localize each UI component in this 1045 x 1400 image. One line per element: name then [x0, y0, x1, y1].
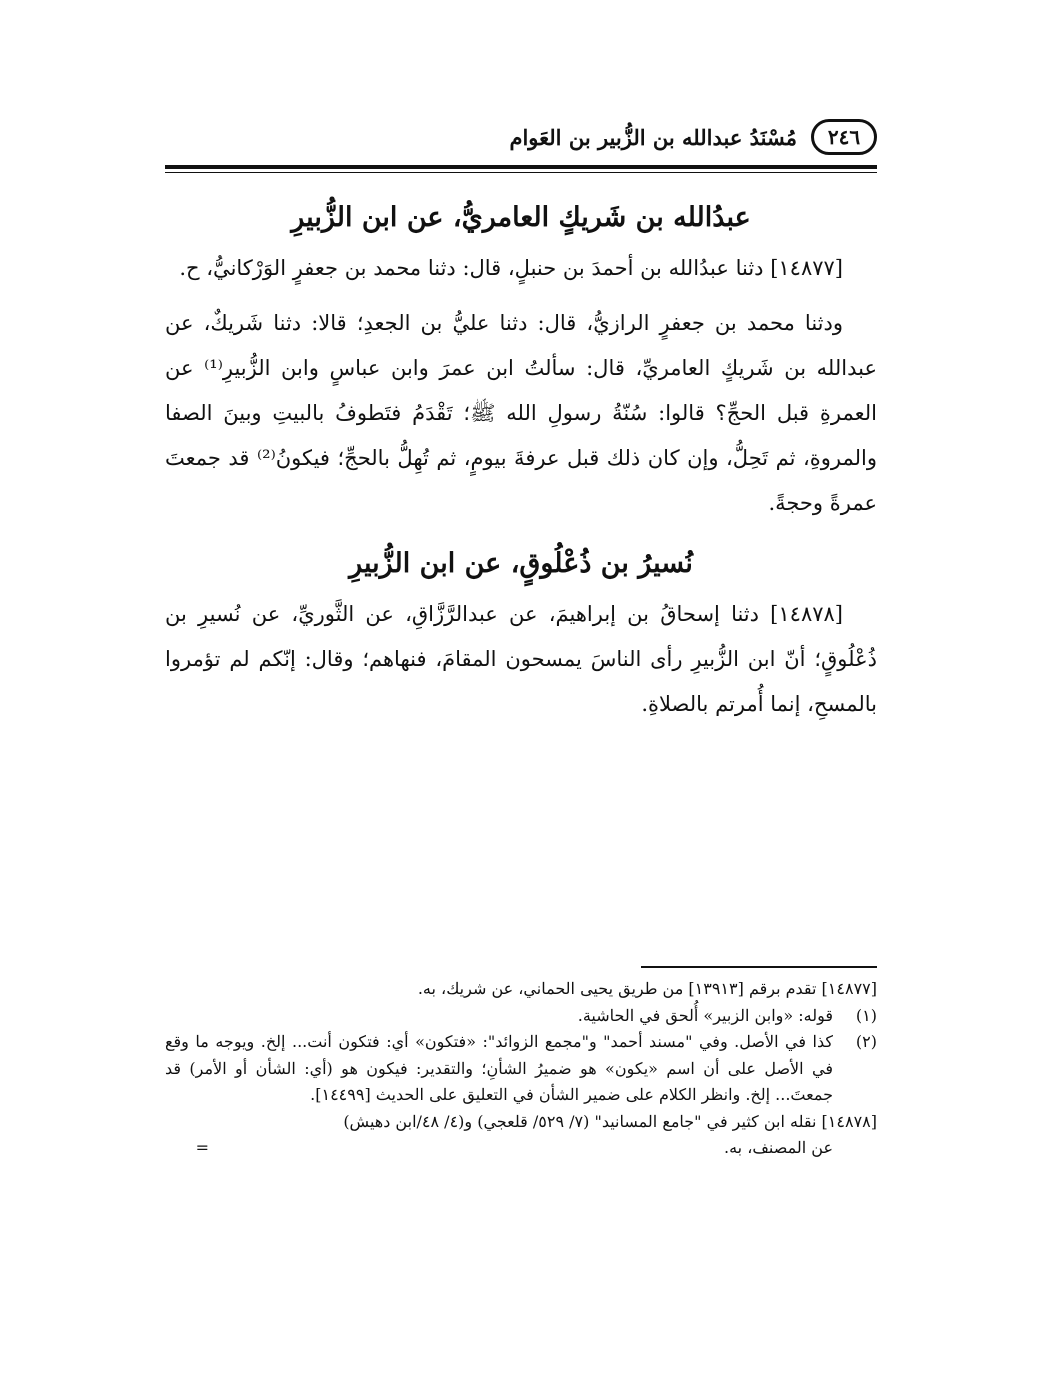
running-title: مُسْنَدُ عبدالله بن الزُّبير بن العَوام	[509, 124, 797, 150]
header-rule-thick	[165, 165, 877, 169]
hadith-paragraph-14877: [١٤٨٧٧] دثنا عبدُالله بن أحمدَ بن حنبلٍ، قال: دثنا محمد بن جعفرٍ الوَرْكانيُّ، ح.	[179, 256, 843, 280]
footnotes	[165, 976, 877, 1162]
header-rule-thin	[165, 172, 877, 173]
footnote-2-text: كذا في الأصل. وفي "مسند أحمد" و"مجمع الزوائد": «فتكون» أي: فتكون أنت... إلخ. ويوجه ما وقع في الأصل على أن اسم «يكون» هو ضميرُ الشأنِ؛ والتقدير: فيكون هو (أي: الشأن أو الأمر) قد جمعتَ... إلخ. وانظر الكلام على ضمير الشأن في التعليق على الحديث [١٤٤٩٩].	[165, 1032, 833, 1104]
hadith-paragraph-14877-chain: ودثنا محمد بن جعفرٍ الرازيُّ، قال: دثنا عليُّ بن الجعدِ؛ قالا: دثنا شَريكٌ، عن عبدالله بن شَريكٍ العامريِّ، قال: سألتُ ابن عمرَ وابن عباسٍ وابن الزُّبيرِ⁽¹⁾ عن العمرةِ قبل الحجِّ؟ قالوا: سُنّةُ رسولِ الله ﷺ؛ تَقْدَمُ فتَطوفُ بالبيتِ وبينَ الصفا والمروةِ، ثم تَحِلُّ، وإن كان ذلك قبل عرفةَ بيومٍ، ثم تُهِلُّ بالحجِّ؛ فيكونُ⁽²⁾ قد جمعتَ عمرةً وحجةً.	[165, 311, 877, 515]
footnote-1	[165, 1003, 877, 1030]
page-header	[167, 112, 877, 162]
footnote-1-text: قوله: «وابن الزبير» أُلحق في الحاشية.	[577, 1005, 833, 1025]
page-number-badge: ٢٤٦	[811, 119, 877, 155]
footnote-2-marker: (٢)	[855, 1032, 877, 1051]
hadith-paragraph-14878: [١٤٨٧٨] دثنا إسحاقُ بن إبراهيمَ، عن عبدالرَّزَّاقِ، عن الثَّوريِّ، عن نُسيرِ بن ذُعْلُوقٍ؛ أنّ ابن الزُّبيرِ رأى الناسَ يمسحون المقامَ، فنهاهم؛ وقال: إنّكم لم تؤمروا بالمسحِ، إنما أُمرتم بالصلاةِ.	[165, 602, 877, 716]
footnote-14878-continuation: عن المصنف، به. =	[195, 1138, 833, 1157]
footnote-1-marker: (١)	[855, 1005, 877, 1025]
footnote-14878: [١٤٨٧٨] نقله ابن كثير في "جامع المسانيد" (٧/ ٥٢٩/ قلعجي) و(٤/ ٤٨/ابن دهيش)	[343, 1111, 877, 1131]
footnote-separator	[641, 966, 877, 968]
footnote-2	[165, 1029, 877, 1109]
main-text	[165, 190, 877, 727]
footnote-14877: [١٤٨٧٧] تقدم برقم [١٣٩١٣] من طريق يحيى الحماني، عن شريك، به.	[417, 979, 877, 998]
section-heading-2: نُسيرُ بن ذُعْلُوقٍ، عن ابن الزُّبيرِ	[349, 548, 693, 579]
section-heading-1: عبدُالله بن شَريكٍ العامريُّ، عن ابن الزُّبيرِ	[291, 202, 751, 233]
footnote-14878-continuation-text: عن المصنف، به.	[723, 1138, 833, 1157]
